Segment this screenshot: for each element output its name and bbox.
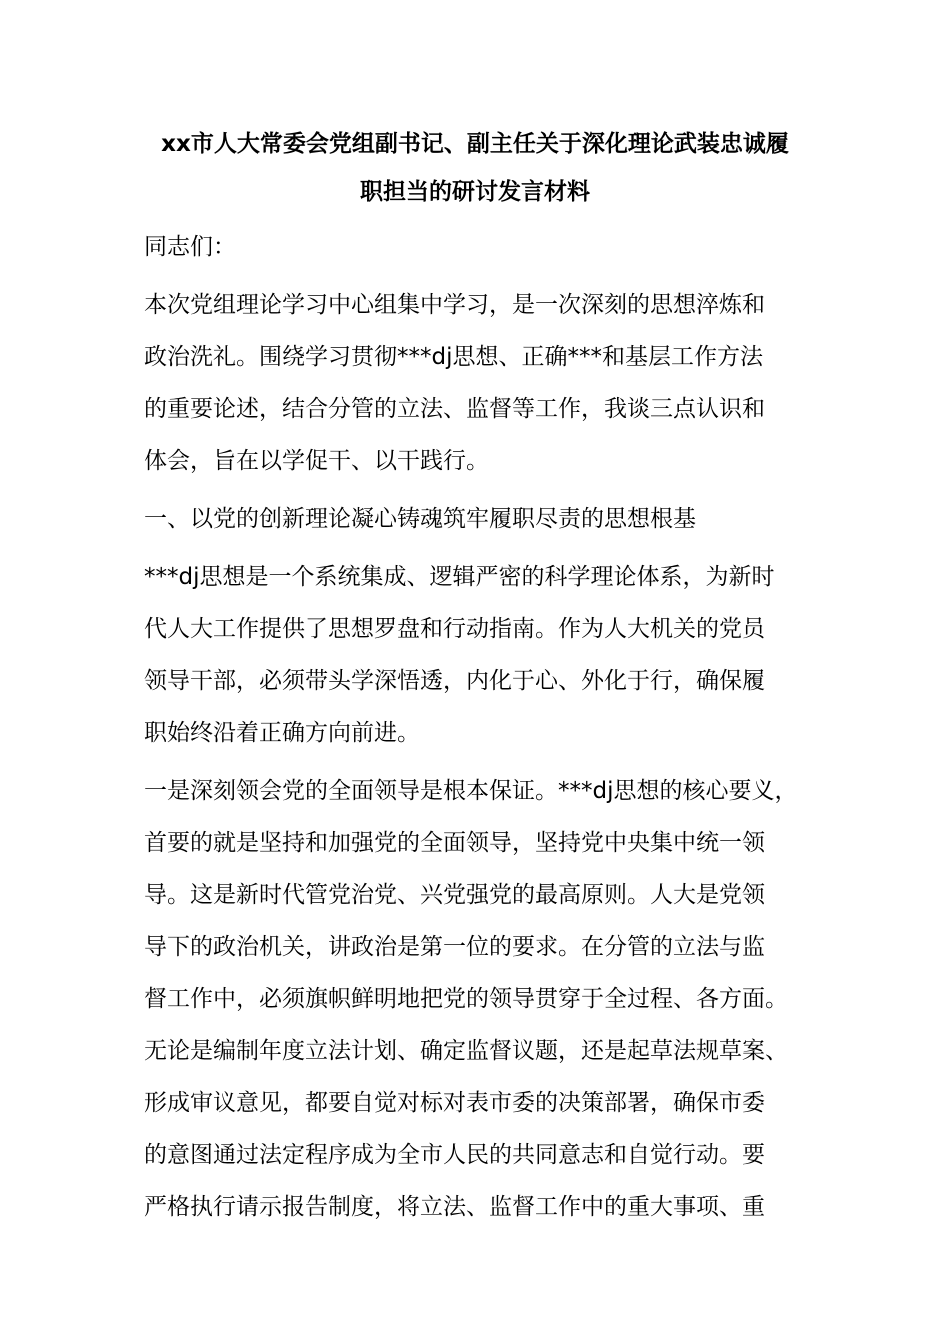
paragraph-line: 领导干部，必须带头学深悟透，内化于心、外化于行，确保履: [144, 668, 765, 694]
paragraph-line: 本次党组理论学习中心组集中学习，是一次深刻的思想淬炼和: [144, 292, 765, 318]
paragraph-line: 体会，旨在以学促干、以干践行。: [144, 448, 489, 474]
paragraph-line: 导。这是新时代管党治党、兴党强党的最高原则。人大是党领: [144, 882, 765, 908]
paragraph-theory: [144, 551, 824, 759]
paragraph-line: 一是深刻领会党的全面领导是根本保证。***dj思想的核心要义，: [144, 778, 798, 804]
paragraph-line: 首要的就是坚持和加强党的全面领导，坚持党中央集中统一领: [144, 830, 765, 856]
paragraph-leadership: [144, 765, 824, 1233]
paragraph-line: 严格执行请示报告制度，将立法、监督工作中的重大事项、重: [144, 1194, 765, 1220]
paragraph-intro: [144, 279, 824, 487]
paragraph-line: 无论是编制年度立法计划、确定监督议题，还是起草法规草案、: [144, 1038, 788, 1064]
paragraph-line: 的意图通过法定程序成为全市人民的共同意志和自觉行动。要: [144, 1142, 765, 1168]
paragraph-line: 政治洗礼。围绕学习贯彻***dj思想、正确***和基层工作方法: [144, 344, 763, 370]
greeting: [144, 221, 824, 273]
paragraph-line: 代人大工作提供了思想罗盘和行动指南。作为人大机关的党员: [144, 616, 765, 642]
paragraph-line: ***dj思想是一个系统集成、逻辑严密的科学理论体系，为新时: [144, 564, 775, 590]
paragraph-line: 形成审议意见，都要自觉对标对表市委的决策部署，确保市委: [144, 1090, 765, 1116]
greeting-line: 同志们：: [144, 234, 236, 260]
section-heading-line: 一、以党的创新理论凝心铸魂筑牢履职尽责的思想根基: [144, 506, 696, 532]
paragraph-line: 的重要论述，结合分管的立法、监督等工作，我谈三点认识和: [144, 396, 765, 422]
paragraph-line: 导下的政治机关，讲政治是第一位的要求。在分管的立法与监: [144, 934, 765, 960]
document-body: [144, 221, 824, 1233]
document-title-line-1: xx市人大常委会党组副书记、副主任关于深化理论武装忠诚履: [161, 131, 789, 157]
document-title-line-2: 职担当的研讨发言材料: [360, 179, 590, 205]
section-heading-1: [144, 493, 824, 545]
paragraph-line: 职始终沿着正确方向前进。: [144, 720, 420, 746]
paragraph-line: 督工作中，必须旗帜鲜明地把党的领导贯穿于全过程、各方面。: [144, 986, 788, 1012]
